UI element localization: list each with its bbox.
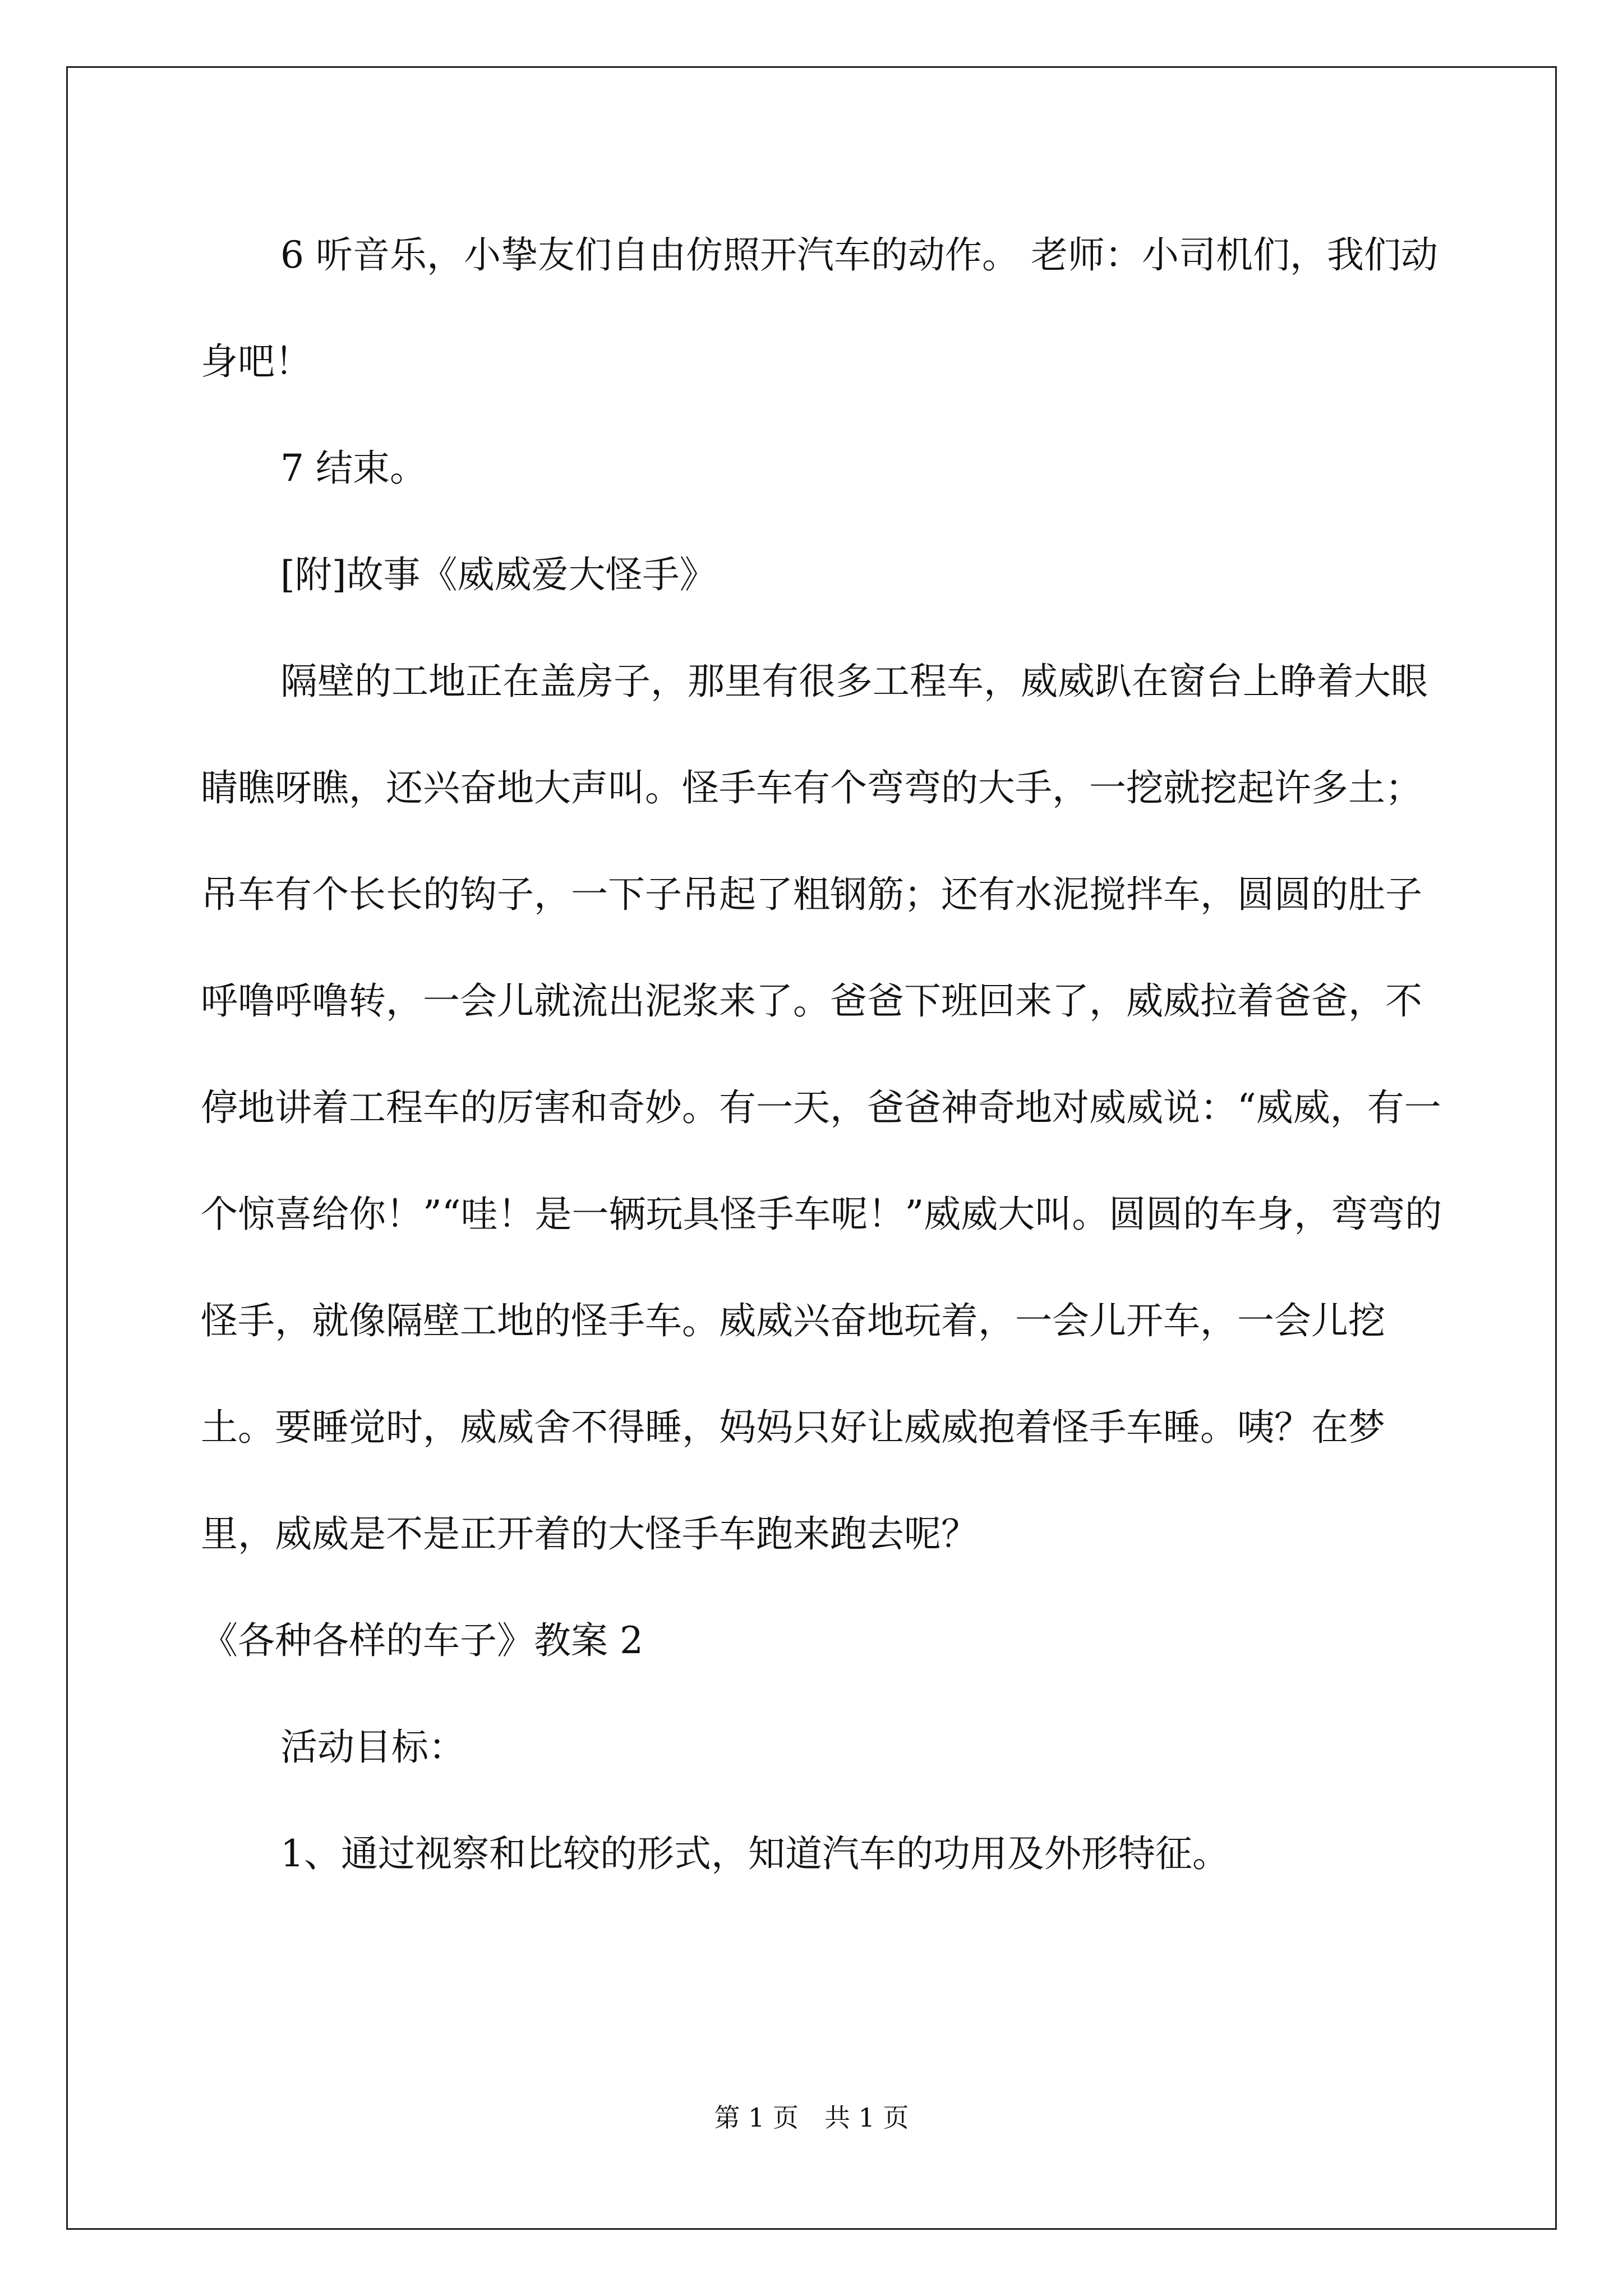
paragraph-step-7: 7 结束。 xyxy=(280,447,427,490)
paragraph-activity-goals: 活动目标： xyxy=(280,1726,465,1769)
paragraph-story-title: [附]故事《威威爱大怪手》 xyxy=(280,553,717,596)
section-heading-lesson-plan-2: 《各种各样的车子》教案 2 xyxy=(201,1619,643,1662)
page-footer: 第 1 页 共 1 页 xyxy=(714,2102,909,2133)
document-body xyxy=(201,202,1446,1907)
paragraph-step-6: 6 听音乐，小挚友们自由仿照开汽车的动作。 老师：小司机们，我们动身吧！ xyxy=(201,233,1438,383)
paragraph-goal-1: 1、通过视察和比较的形式，知道汽车的功用及外形特征。 xyxy=(280,1832,1229,1875)
paragraph-story-body: 隔壁的工地正在盖房子，那里有很多工程车，威威趴在窗台上睁着大眼睛瞧呀瞧，还兴奋地大声叫。怪手车有个弯弯的大手，一挖就挖起许多土；吊车有个长长的钩子，一下子吊起了粗钢筋；还有水泥搅拌车，圆圆的肚子呼噜呼噜转，一会儿就流出泥浆来了。爸爸下班回来了，威威拉着爸爸，不停地讲着工程车的厉害和奇妙。有一天，爸爸神奇地对威威说：“威威，有一个惊喜给你！”“哇！是一辆玩具怪手车呢！”威威大叫。圆圆的车身，弯弯的怪手，就像隔壁工地的怪手车。威威兴奋地玩着，一会儿开车，一会儿挖土。要睡觉时，威威舍不得睡，妈妈只好让威威抱着怪手车睡。咦？在梦里，威威是不是正开着的大怪手车跑来跑去呢？ xyxy=(201,660,1442,1556)
